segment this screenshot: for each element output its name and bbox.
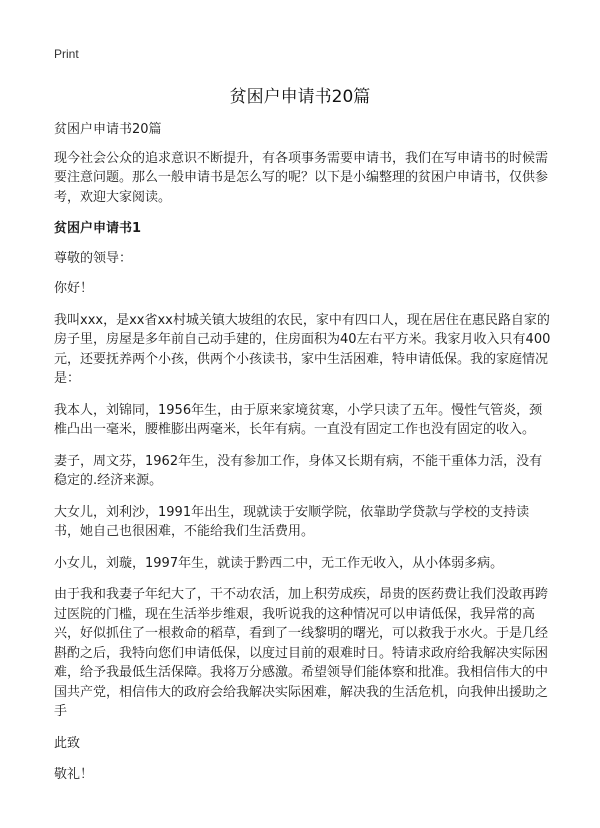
body-paragraph: 小女儿，刘璇，1997年生，就读于黔西二中，无工作无收入，从小体弱多病。 (54, 555, 504, 571)
body-paragraph: 由于我和我妻子年纪大了，干不动农活，加上积劳成疾，昂贵的医药费让我们没敢再跨过医院的门槛，现在生活举步维艰，我听说我的这种情况可以申请低保，我异常的高兴，好似抓住了一根救命的稻草，看到了一线黎明的曙光，可以救我于水火。于是几经斟酌之后，我特向您们申请低保，以度过目前的艰难时日。特请求政府给我解决实际困难，给予我最低生活保障。我将万分感激。希望领导们能体察和批准。我相信伟大的中国共产党，相信伟大的政府会给我解决实际困难，解决我的生活危机，向我伸出援助之手 (54, 587, 549, 719)
body-paragraph: 大女儿，刘利沙，1991年出生，现就读于安顺学院，依靠助学贷款与学校的支持读书，她自己也很困难，不能给我们生活费用。 (54, 504, 530, 539)
print-label[interactable]: Print (54, 47, 79, 61)
body-paragraph: 我叫xxx，是xx省xx村城关镇大坡组的农民，家中有四口人，现在居住在惠民路自家的房子里，房屋是多年前自己动手建的，住房面积为40左右平方米。我家月收入只有400元，还要抚养两个小孩，供两个小孩读书，家中生活困难，特申请低保。我的家庭情况是： (54, 312, 551, 386)
page-title: 贫困户申请书20篇 (229, 87, 371, 107)
document-body (54, 120, 554, 797)
intro-paragraph: 现今社会公众的追求意识不断提升，有各项事务需要申请书，我们在写申请书的时候需要注意问题。那么一般申请书是怎么写的呢？以下是小编整理的贫困户申请书，仅供参考，欢迎大家阅读。 (54, 150, 549, 205)
section-heading: 贫困户申请书1 (54, 221, 142, 236)
document-subtitle: 贫困户申请书20篇 (54, 122, 162, 137)
closing-line: 敬礼！ (54, 767, 94, 782)
body-paragraph: 妻子，周文芬，1962年生，没有参加工作，身体又长期有病，不能干重体力活，没有稳定的.经济来源。 (54, 453, 543, 488)
greeting: 你好！ (54, 281, 94, 296)
salutation: 尊敬的领导： (54, 250, 133, 266)
body-paragraph: 我本人，刘锦同，1956年生，由于原来家境贫寒，小学只读了五年。慢性气管炎，颈椎凸出一毫米，腰椎膨出两毫米，长年有病。一直没有固定工作也没有固定的收入。 (54, 402, 543, 437)
closing-line: 此致 (54, 735, 81, 751)
